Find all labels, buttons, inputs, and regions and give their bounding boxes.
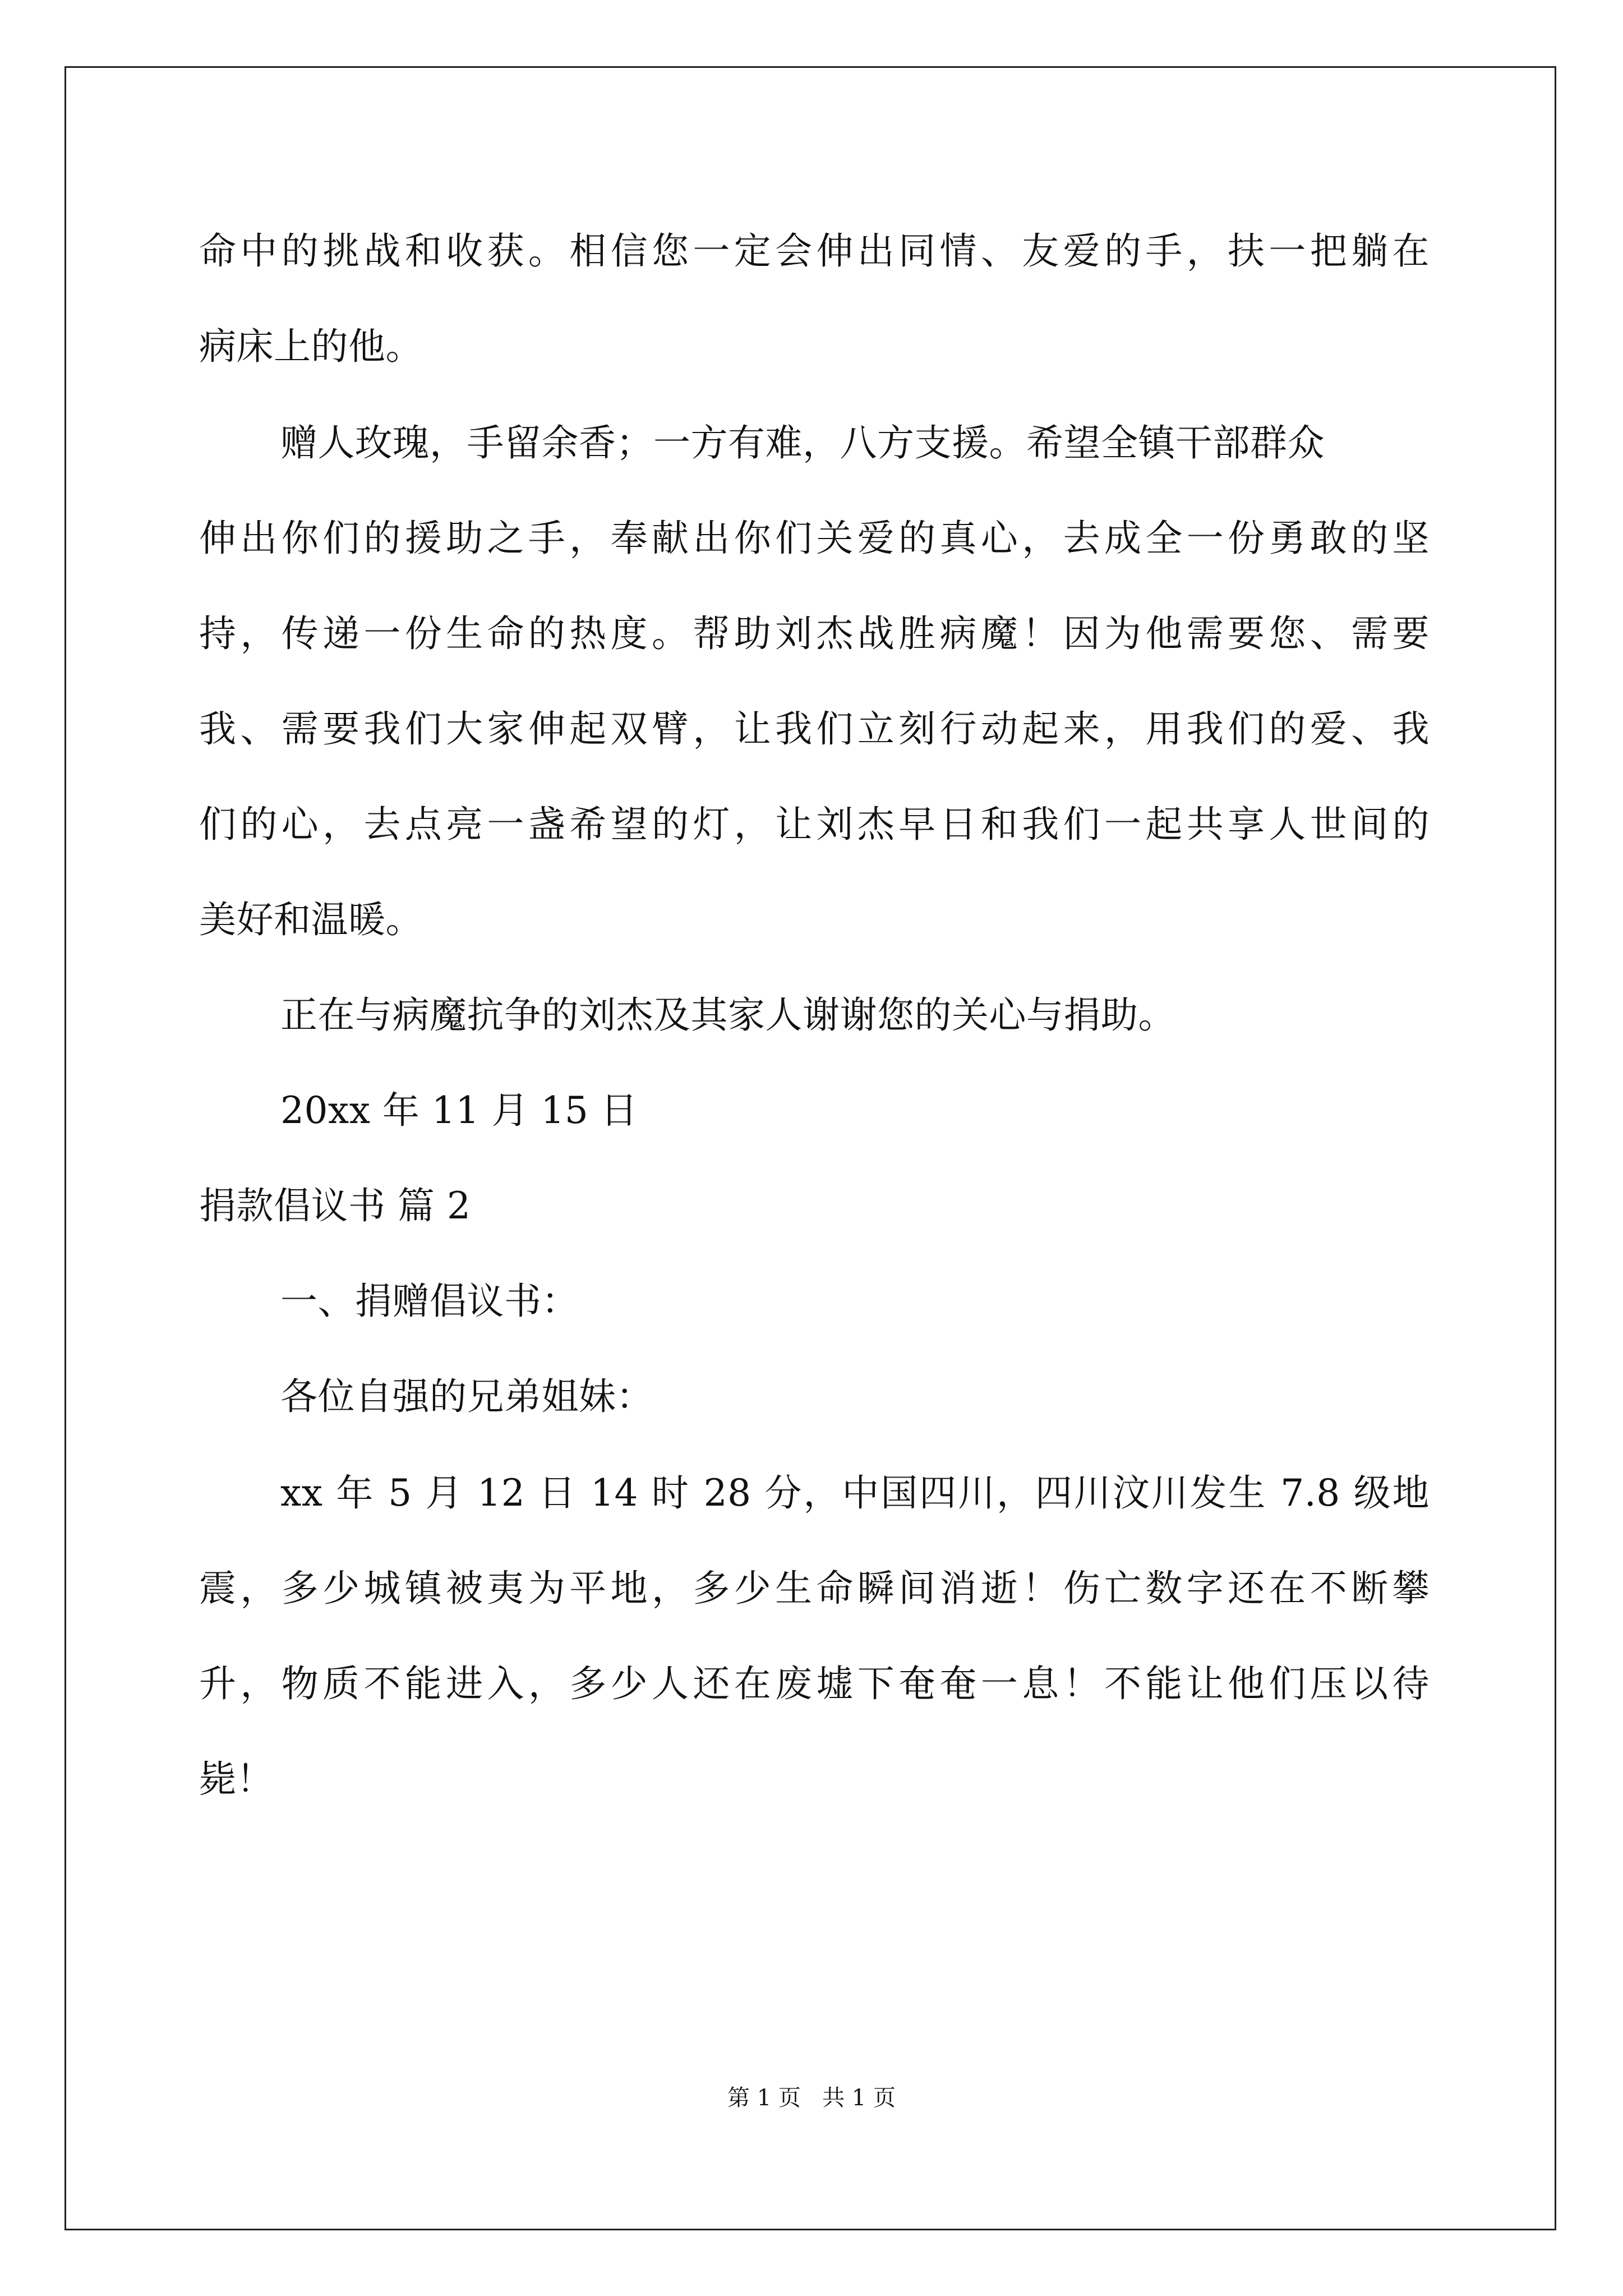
paragraph-line: 升，物质不能进入，多少人还在废墟下奄奄一息！不能让他们压以待 xyxy=(199,1662,1430,1705)
paragraph-line: 们的心，去点亮一盏希望的灯，让刘杰早日和我们一起共享人世间的 xyxy=(199,803,1430,846)
paragraph-line: 持，传递一份生命的热度。帮助刘杰战胜病魔！因为他需要您、需要 xyxy=(199,612,1430,655)
date-line: 20xx 年 11 月 15 日 xyxy=(280,1089,638,1132)
page-footer: 第 1 页 共 1 页 xyxy=(727,2085,896,2111)
page-border xyxy=(64,66,1556,2230)
salutation-line: 各位自强的兄弟姐妹： xyxy=(280,1375,653,1418)
subsection-heading: 一、捐赠倡议书： xyxy=(280,1280,579,1323)
paragraph-line: 病床上的他。 xyxy=(199,325,423,368)
paragraph-line: 正在与病魔抗争的刘杰及其家人谢谢您的关心与捐助。 xyxy=(280,993,1175,1037)
paragraph-line: 命中的挑战和收获。相信您一定会伸出同情、友爱的手，扶一把躺在 xyxy=(199,229,1430,273)
paragraph-line: xx 年 5 月 12 日 14 时 28 分，中国四川，四川汶川发生 7.8 级地 xyxy=(280,1471,1430,1515)
paragraph-line: 震，多少城镇被夷为平地，多少生命瞬间消逝！伤亡数字还在不断攀 xyxy=(199,1567,1430,1610)
paragraph-line: 赠人玫瑰，手留余香；一方有难，八方支援。希望全镇干部群众 xyxy=(280,421,1325,464)
paragraph-line: 我、需要我们大家伸起双臂，让我们立刻行动起来，用我们的爱、我 xyxy=(199,707,1430,751)
paragraph-line: 美好和温暖。 xyxy=(199,898,423,941)
paragraph-line: 毙！ xyxy=(199,1757,274,1801)
paragraph-line: 伸出你们的援助之手，奉献出你们关爱的真心，去成全一份勇敢的坚 xyxy=(199,517,1430,560)
section-heading: 捐款倡议书 篇 2 xyxy=(199,1184,471,1227)
